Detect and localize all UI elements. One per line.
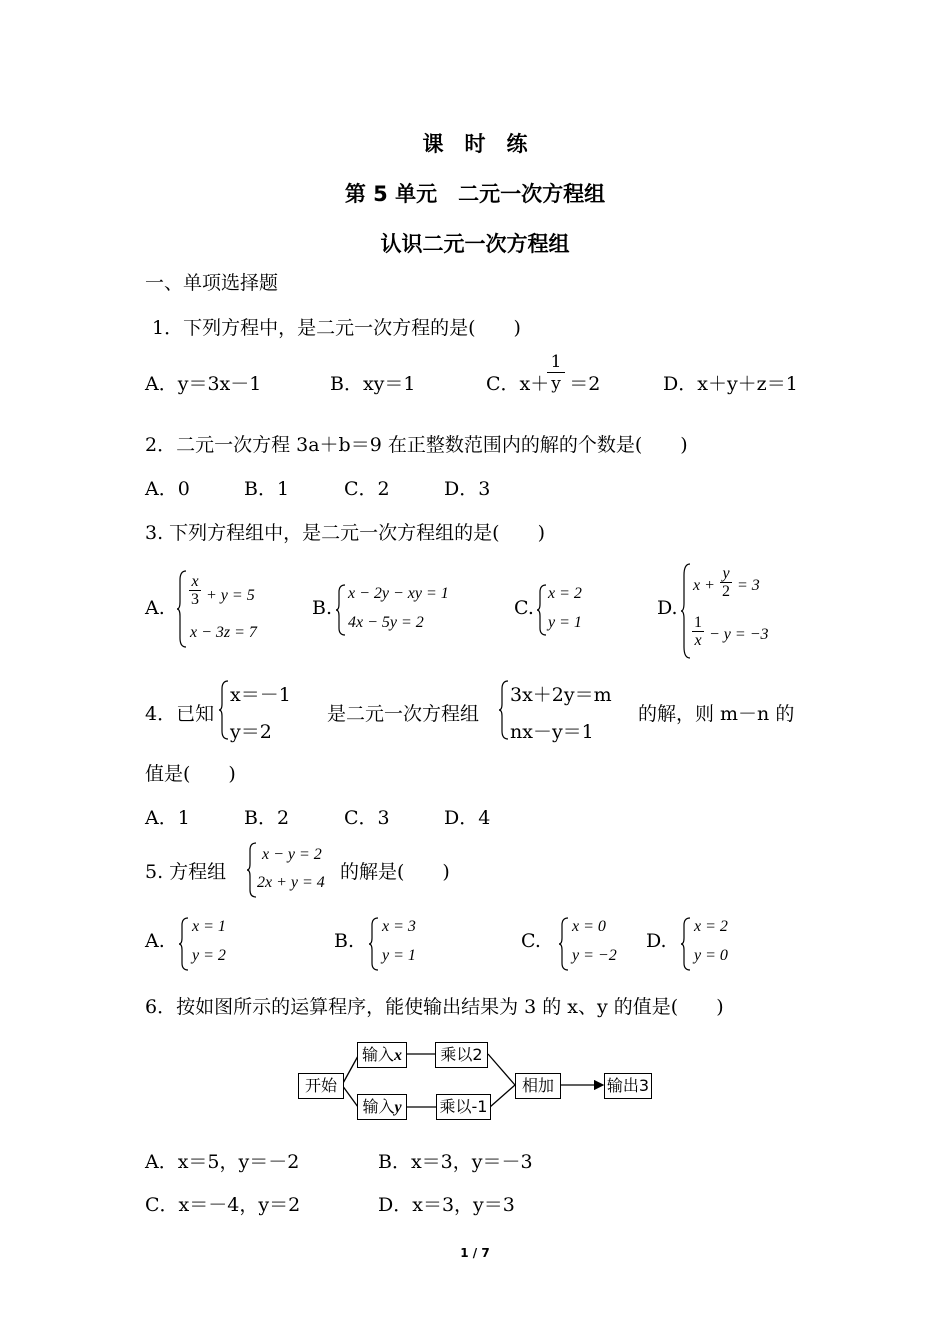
q3-option-a-label: A. (145, 597, 165, 619)
q4-option-b: B．2 (244, 807, 290, 829)
unit-title: 第 5 单元 二元一次方程组 (344, 182, 606, 206)
q3-b-line1: x − 2y − xy = 1 (348, 585, 449, 602)
section-heading: 一、单项选择题 (145, 272, 279, 294)
q4-post: 的解，则 m－n 的 (638, 703, 795, 725)
q3-d-denominator2: x (694, 632, 702, 649)
q1-option-c-pre: C．x＋ (486, 373, 550, 395)
q3-d-fraction1 (720, 565, 732, 601)
q5-c-line2: y = −2 (572, 947, 617, 964)
q4-brace1 (218, 680, 230, 740)
q4-option-a: A．1 (145, 807, 190, 829)
flow-multiply-neg1-box: 乘以-1 (436, 1094, 491, 1120)
q6-option-c: C．x＝－4，y＝2 (145, 1194, 301, 1216)
q3-option-d-label: D. (657, 597, 678, 619)
flow-input-y-box (357, 1094, 407, 1120)
q4-sys1-line2: y＝2 (230, 721, 272, 743)
q4-option-c: C．3 (344, 807, 390, 829)
flow-input-y-text: 输入 (362, 1097, 395, 1116)
lesson-title: 认识二元一次方程组 (380, 232, 570, 256)
flow-add-box: 相加 (515, 1073, 561, 1099)
q3-d-line1-post: = 3 (737, 577, 760, 594)
flow-start-box: 开始 (298, 1073, 344, 1099)
q3-a-fraction (189, 573, 201, 609)
q1-c-numerator: 1 (550, 352, 562, 372)
q3-d-line2-post: − y = −3 (709, 626, 769, 643)
q2-option-d: D．3 (444, 478, 491, 500)
q4-sys2-line1: 3x＋2y＝m (510, 684, 612, 706)
q2-stem: 2．二元一次方程 3a＋b＝9 在正整数范围内的解的个数是( ) (145, 434, 688, 456)
q5-d-line2: y = 0 (694, 947, 728, 964)
q1-option-b: B．xy＝1 (330, 373, 416, 395)
q3-b-brace (335, 584, 347, 636)
flow-output-box: 输出3 (604, 1073, 652, 1099)
q3-a-denominator: 3 (191, 591, 199, 608)
q3-option-c-label: C. (514, 597, 534, 619)
q3-b-line2: 4x − 5y = 2 (348, 614, 424, 631)
q4-option-d: D．4 (444, 807, 491, 829)
q3-a-line1: + y = 5 (206, 587, 255, 604)
q5-option-b-label: B. (334, 930, 355, 952)
q2-option-a: A．0 (145, 478, 190, 500)
q1-option-a: A．y＝3x－1 (145, 373, 262, 395)
q4-pre: 4．已知 (145, 703, 215, 725)
q1-option-c-fraction (547, 352, 565, 395)
q3-c-brace (536, 584, 548, 636)
q5-line1: x − y = 2 (262, 846, 322, 863)
q3-c-line2: y = 1 (548, 614, 582, 631)
q3-d-line1-pre: x + (693, 577, 715, 594)
q1-option-d: D．x＋y＋z＝1 (663, 373, 798, 395)
q1-option-c (486, 369, 600, 396)
q4-sys2-line2: nx－y＝1 (510, 721, 594, 743)
q4-mid: 是二元一次方程组 (327, 703, 480, 725)
q5-option-d-label: D. (646, 930, 667, 952)
q5-a-brace (178, 917, 190, 971)
q2-option-c: C．2 (344, 478, 390, 500)
q6-option-b: B．x＝3，y＝－3 (378, 1151, 533, 1173)
q3-option-b-label: B. (312, 597, 333, 619)
q4-line2: 值是( ) (145, 763, 236, 785)
q3-d-brace (680, 563, 692, 659)
flow-input-x-text: 输入 (361, 1045, 394, 1064)
q6-stem: 6．按如图所示的运算程序，能使输出结果为 3 的 x、y 的值是( ) (145, 996, 724, 1018)
q5-pre: 5. 方程组 (145, 861, 227, 883)
flow-input-x-var: x (394, 1047, 402, 1064)
q5-a-line1: x = 1 (192, 918, 226, 935)
q1-c-denominator: y (551, 374, 561, 394)
q5-b-line2: y = 1 (382, 947, 416, 964)
q3-d-numerator2: 1 (694, 614, 702, 631)
q4-brace2 (498, 680, 510, 740)
q5-d-brace (680, 917, 692, 971)
q2-option-b: B．1 (244, 478, 290, 500)
q5-option-c-label: C. (521, 930, 541, 952)
q5-b-line1: x = 3 (382, 918, 416, 935)
q3-d-denominator: 2 (722, 583, 730, 600)
page-title: 课 时 练 (422, 132, 528, 156)
q3-c-line1: x = 2 (548, 585, 582, 602)
q1-option-c-post: ＝2 (569, 373, 601, 395)
q5-c-brace (558, 917, 570, 971)
q5-c-line1: x = 0 (572, 918, 606, 935)
page-number: 1 / 7 (460, 1246, 490, 1260)
q3-stem: 3. 下列方程组中，是二元一次方程组的是( ) (145, 522, 545, 544)
q5-option-a-label: A. (145, 930, 165, 952)
q6-option-d: D．x＝3，y＝3 (378, 1194, 515, 1216)
flow-input-y-var: y (394, 1099, 402, 1116)
q4-sys1-line1: x＝－1 (230, 684, 291, 706)
q1-stem: 1．下列方程中，是二元一次方程的是( ) (152, 317, 521, 339)
q5-b-brace (368, 917, 380, 971)
q5-a-line2: y = 2 (192, 947, 226, 964)
q3-a-numerator: x (191, 573, 199, 590)
q6-option-a: A．x＝5，y＝－2 (145, 1151, 300, 1173)
q5-d-line1: x = 2 (694, 918, 728, 935)
flow-input-x-box (357, 1042, 407, 1068)
q3-d-fraction2 (692, 614, 704, 650)
q3-a-line2: x − 3z = 7 (190, 624, 257, 641)
q3-d-numerator: y (722, 565, 730, 582)
q5-line2: 2x + y = 4 (257, 874, 325, 891)
q3-a-brace (176, 570, 188, 648)
flow-multiply-2-box: 乘以2 (435, 1042, 488, 1068)
q5-post: 的解是( ) (340, 861, 450, 883)
